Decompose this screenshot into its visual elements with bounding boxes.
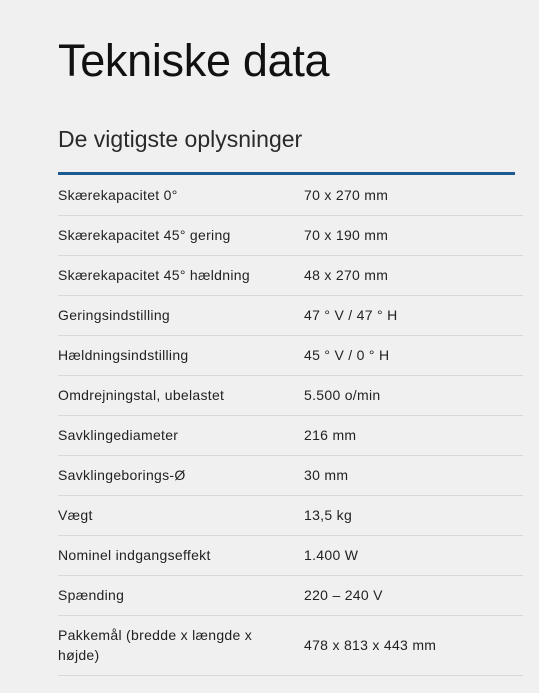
spec-label: Hældningsindstilling bbox=[58, 335, 304, 375]
table-row bbox=[58, 335, 523, 375]
table-row bbox=[58, 575, 523, 615]
spec-label: Skærekapacitet 0° bbox=[58, 175, 304, 215]
spec-value: 478 x 813 x 443 mm bbox=[304, 615, 523, 675]
table-row bbox=[58, 295, 523, 335]
table-row bbox=[58, 615, 523, 675]
spec-value: 216 mm bbox=[304, 415, 523, 455]
spec-value: 13,5 kg bbox=[304, 495, 523, 535]
table-row bbox=[58, 455, 523, 495]
spec-label: Geringsindstilling bbox=[58, 295, 304, 335]
spec-label: Pakkemål (bredde x længde x højde) bbox=[58, 615, 304, 675]
spec-value: 1.400 W bbox=[304, 535, 523, 575]
table-row bbox=[58, 215, 523, 255]
spec-label: Nominel indgangseffekt bbox=[58, 535, 304, 575]
spec-table bbox=[58, 175, 523, 676]
section-title: De vigtigste oplysninger bbox=[58, 126, 303, 152]
spec-label: Spænding bbox=[58, 575, 304, 615]
spec-label: Skærekapacitet 45° gering bbox=[58, 215, 304, 255]
table-row bbox=[58, 495, 523, 535]
spec-label: Omdrejningstal, ubelastet bbox=[58, 375, 304, 415]
table-row bbox=[58, 415, 523, 455]
spec-value: 45 ° V / 0 ° H bbox=[304, 335, 523, 375]
spec-value: 70 x 190 mm bbox=[304, 215, 523, 255]
spec-value: 47 ° V / 47 ° H bbox=[304, 295, 523, 335]
spec-value: 220 – 240 V bbox=[304, 575, 523, 615]
table-row bbox=[58, 375, 523, 415]
page-title: Tekniske data bbox=[58, 35, 330, 86]
spec-value: 5.500 o/min bbox=[304, 375, 523, 415]
spec-label: Savklingeborings-Ø bbox=[58, 455, 304, 495]
table-row bbox=[58, 535, 523, 575]
table-row bbox=[58, 175, 523, 215]
spec-label: Vægt bbox=[58, 495, 304, 535]
spec-value: 30 mm bbox=[304, 455, 523, 495]
table-row bbox=[58, 255, 523, 295]
spec-value: 48 x 270 mm bbox=[304, 255, 523, 295]
spec-value: 70 x 270 mm bbox=[304, 175, 523, 215]
spec-label: Savklingediameter bbox=[58, 415, 304, 455]
spec-label: Skærekapacitet 45° hældning bbox=[58, 255, 304, 295]
